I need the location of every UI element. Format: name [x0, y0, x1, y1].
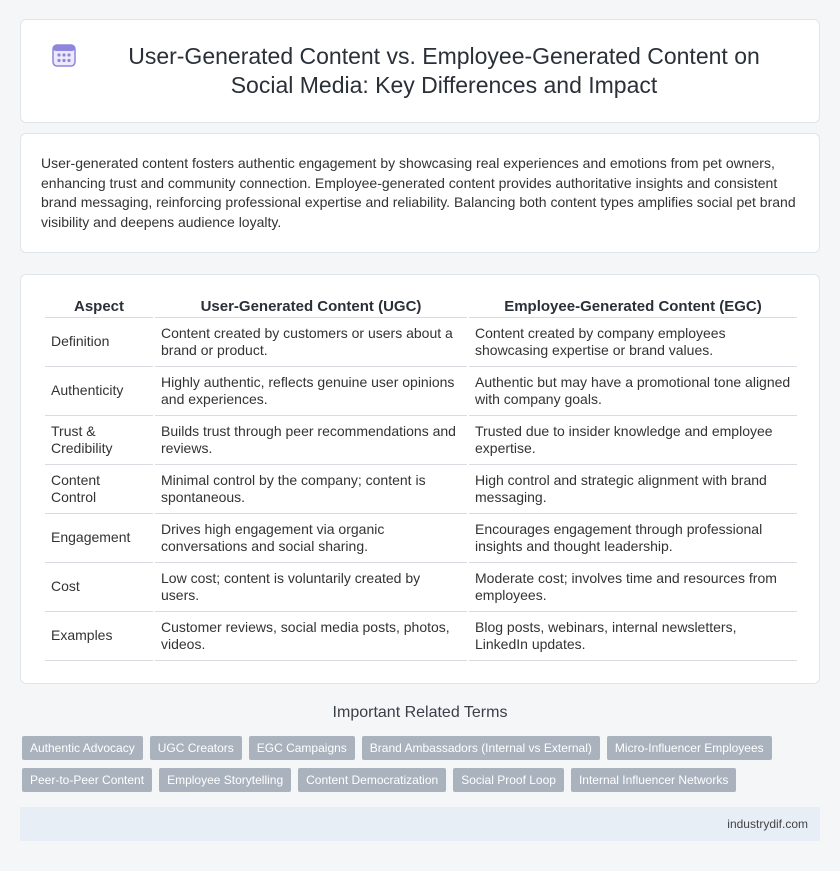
related-term-tag[interactable]: Authentic Advocacy	[22, 736, 143, 760]
calendar-icon	[51, 42, 77, 68]
cell-ugc: Customer reviews, social media posts, photos, videos.	[155, 612, 467, 661]
cell-egc: Authentic but may have a promotional tone aligned with company goals.	[469, 367, 797, 416]
cell-egc: Moderate cost; involves time and resources from employees.	[469, 563, 797, 612]
comparison-table-card	[20, 274, 820, 684]
related-term-tag[interactable]: Social Proof Loop	[453, 768, 564, 792]
table-row	[45, 563, 797, 612]
table-row	[45, 465, 797, 514]
intro-paragraph: User-generated content fosters authentic engagement by showcasing real experiences and emotions from pet owners, enhancing trust and community connection. Employee-generated content provides authoritative insights and consistent brand messaging, reinforcing professional expertise and reliability. Balancing both content types amplifies social pet brand visibility and deepens audience loyalty.	[41, 155, 796, 230]
cell-ugc: Builds trust through peer recommendations and reviews.	[155, 416, 467, 465]
cell-aspect: Engagement	[45, 514, 153, 563]
related-term-tag[interactable]: Peer-to-Peer Content	[22, 768, 152, 792]
header-ugc: User-Generated Content (UGC)	[155, 293, 467, 318]
cell-ugc: Drives high engagement via organic conversations and social sharing.	[155, 514, 467, 563]
intro-card	[20, 133, 820, 253]
table-row	[45, 318, 797, 367]
cell-egc: Trusted due to insider knowledge and employee expertise.	[469, 416, 797, 465]
related-term-tag[interactable]: Content Democratization	[298, 768, 446, 792]
header-egc: Employee-Generated Content (EGC)	[469, 293, 797, 318]
cell-aspect: Authenticity	[45, 367, 153, 416]
cell-aspect: Cost	[45, 563, 153, 612]
cell-ugc: Minimal control by the company; content is spontaneous.	[155, 465, 467, 514]
comparison-table	[43, 293, 799, 661]
cell-ugc: Low cost; content is voluntarily created by users.	[155, 563, 467, 612]
related-term-tag[interactable]: Employee Storytelling	[159, 768, 291, 792]
header-aspect: Aspect	[45, 293, 153, 318]
related-term-tag[interactable]: Brand Ambassadors (Internal vs External)	[362, 736, 600, 760]
header-card	[20, 19, 820, 123]
related-terms-title: Important Related Terms	[332, 704, 508, 721]
table-row	[45, 367, 797, 416]
cell-aspect: Definition	[45, 318, 153, 367]
related-terms-list	[22, 736, 822, 800]
cell-aspect: Examples	[45, 612, 153, 661]
cell-egc: Content created by company employees showcasing expertise or brand values.	[469, 318, 797, 367]
footer-site-link[interactable]: industrydif.com	[727, 817, 808, 831]
cell-aspect: Content Control	[45, 465, 153, 514]
page-title: User-Generated Content vs. Employee-Generated Content on Social Media: Key Differences and Impact	[128, 43, 760, 98]
cell-egc: High control and strategic alignment with brand messaging.	[469, 465, 797, 514]
related-term-tag[interactable]: UGC Creators	[150, 736, 242, 760]
footer	[20, 807, 820, 841]
cell-ugc: Highly authentic, reflects genuine user opinions and experiences.	[155, 367, 467, 416]
cell-ugc: Content created by customers or users about a brand or product.	[155, 318, 467, 367]
related-term-tag[interactable]: Micro-Influencer Employees	[607, 736, 772, 760]
table-row	[45, 612, 797, 661]
table-header-row	[45, 293, 797, 318]
cell-egc: Blog posts, webinars, internal newsletters, LinkedIn updates.	[469, 612, 797, 661]
related-term-tag[interactable]: Internal Influencer Networks	[571, 768, 736, 792]
cell-aspect: Trust & Credibility	[45, 416, 153, 465]
related-term-tag[interactable]: EGC Campaigns	[249, 736, 355, 760]
table-row	[45, 416, 797, 465]
cell-egc: Encourages engagement through professional insights and thought leadership.	[469, 514, 797, 563]
table-row	[45, 514, 797, 563]
